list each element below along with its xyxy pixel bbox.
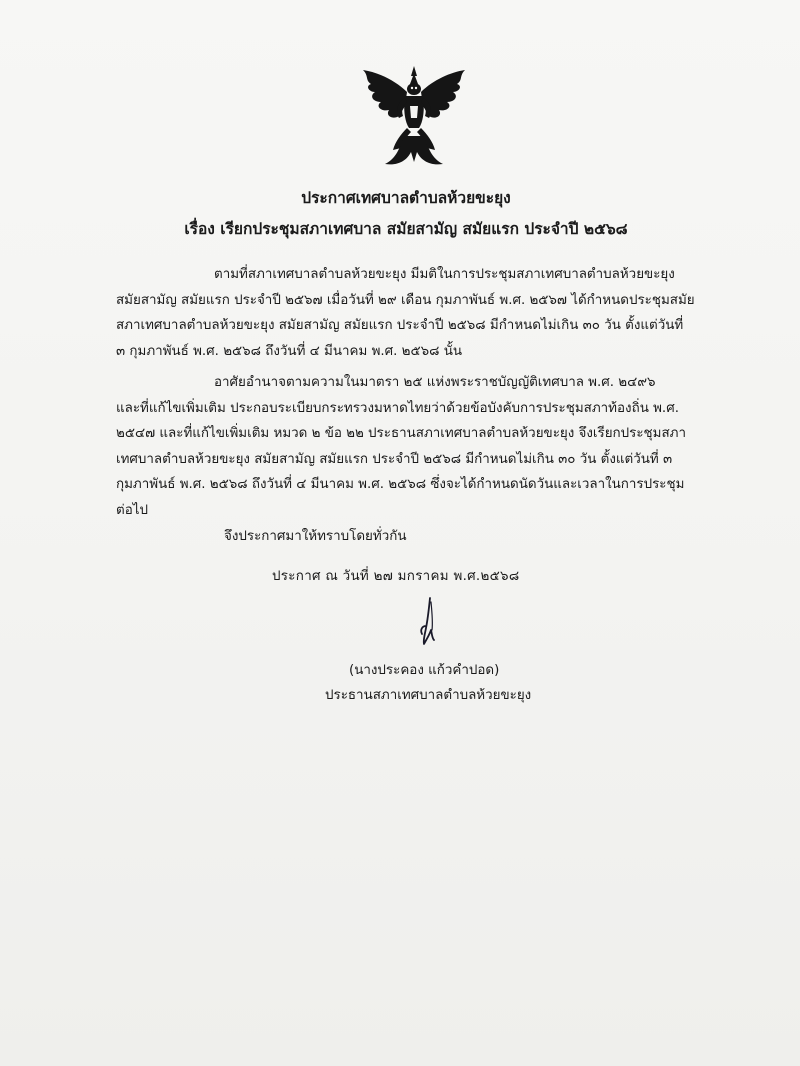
paragraph-line: ๓ กุมภาพันธ์ พ.ศ. ๒๕๖๘ ถึงวันที่ ๔ มีนาคม พ.ศ. ๒๕๖๘ นั้น — [116, 343, 463, 359]
handwritten-signature — [412, 596, 442, 646]
announcement-date: ประกาศ ณ วันที่ ๒๗ มกราคม พ.ศ.๒๕๖๘ — [272, 569, 520, 584]
paragraph-2 — [116, 370, 688, 523]
paragraph-line: ตามที่สภาเทศบาลตำบลห้วยขะยุง มีมติในการประชุมสภาเทศบาลตำบลห้วยขะยุง — [214, 267, 675, 282]
garuda-emblem-icon — [355, 62, 473, 170]
paragraph-line: สมัยสามัญ สมัยแรก ประจำปี ๒๕๖๗ เมื่อวันที่ ๒๙ เดือน กุมภาพันธ์ พ.ศ. ๒๕๖๗ ได้กำหนดประชุมสมัย — [116, 292, 695, 308]
announcement-closing: จึงประกาศมาให้ทราบโดยทั่วกัน — [224, 529, 407, 544]
paragraph-line: กุมภาพันธ์ พ.ศ. ๒๕๖๘ ถึงวันที่ ๔ มีนาคม พ.ศ. ๒๕๖๘ ซึ่งจะได้กำหนดนัดวันและเวลาในการประชุม — [116, 477, 685, 492]
paragraph-line: อาศัยอำนาจตามความในมาตรา ๒๕ แห่งพระราชบัญญัติเทศบาล พ.ศ. ๒๔๙๖ — [214, 375, 656, 390]
paragraph-line: เทศบาลตำบลห้วยขะยุง สมัยสามัญ สมัยแรก ประจำปี ๒๕๖๘ มีกำหนดไม่เกิน ๓๐ วัน ตั้งแต่วันที่ ๓ — [116, 451, 673, 467]
signer-position: ประธานสภาเทศบาลตำบลห้วยขะยุง — [325, 688, 532, 703]
announcement-subject: เรื่อง เรียกประชุมสภาเทศบาล สมัยสามัญ สมัยแรก ประจำปี ๒๕๖๘ — [184, 220, 628, 238]
paragraph-line: ๒๕๔๗ และที่แก้ไขเพิ่มเติม หมวด ๒ ข้อ ๒๒ ประธานสภาเทศบาลตำบลห้วยขะยุง จึงเรียกประชุมสภา — [116, 426, 686, 441]
announcement-title: ประกาศเทศบาลตำบลห้วยขะยุง — [301, 189, 511, 207]
signer-name: (นางประคอง แก้วคำปอด) — [349, 663, 500, 678]
paragraph-line: ต่อไป — [116, 502, 148, 518]
paragraph-1 — [116, 262, 695, 364]
paragraph-line: และที่แก้ไขเพิ่มเติม ประกอบระเบียบกระทรวงมหาดไทยว่าด้วยข้อบังคับการประชุมสภาท้องถิ่น พ.ศ. — [116, 400, 679, 416]
paragraph-line: สภาเทศบาลตำบลห้วยขะยุง สมัยสามัญ สมัยแรก ประจำปี ๒๕๖๘ มีกำหนดไม่เกิน ๓๐ วัน ตั้งแต่วันที่ — [116, 318, 684, 333]
